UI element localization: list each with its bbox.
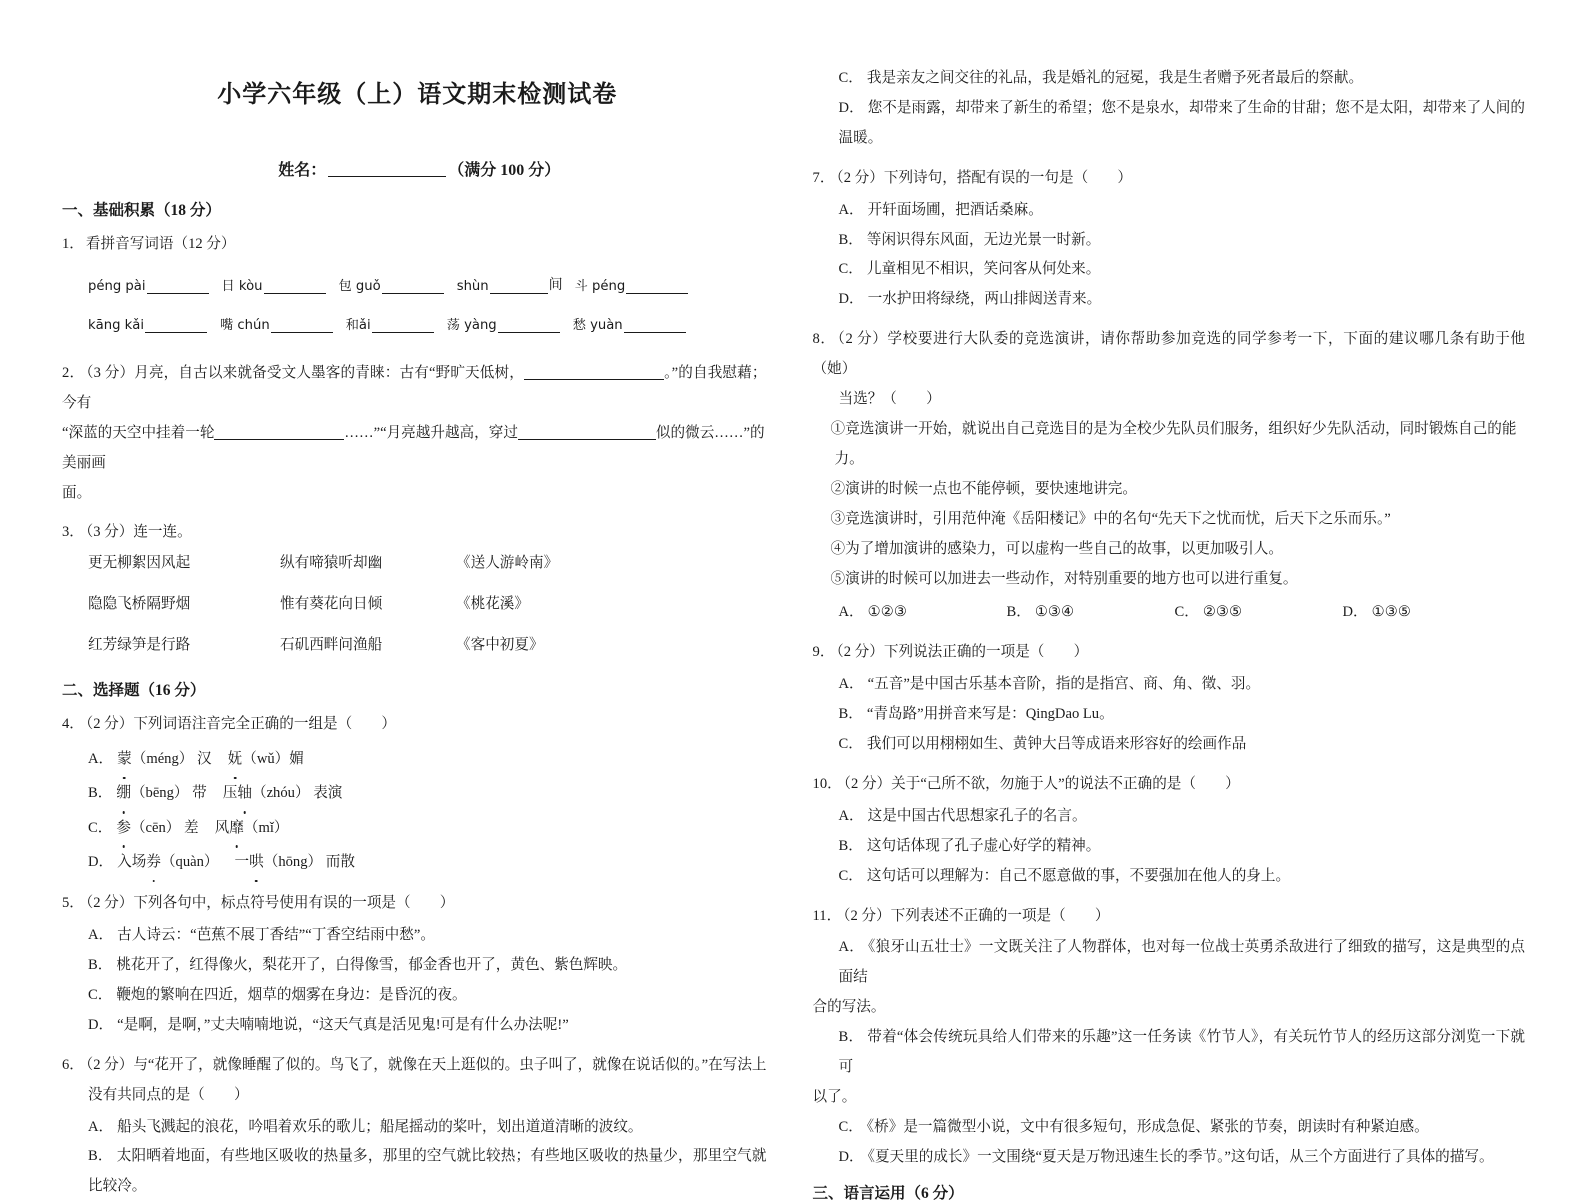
option-text: 这句话体现了孔子虚心好学的精神。 bbox=[866, 837, 1101, 854]
matching-right-item[interactable]: 《桃花溪》 bbox=[456, 595, 529, 612]
option-b[interactable] bbox=[813, 1023, 1525, 1083]
matching-right-item[interactable]: 《客中初夏》 bbox=[456, 636, 544, 653]
pinyin-annotation: （quàn） bbox=[160, 853, 219, 870]
group-suffix: 汉 bbox=[197, 751, 212, 768]
option-label: B． bbox=[838, 837, 863, 854]
option-c[interactable] bbox=[1175, 598, 1343, 628]
question-1-text: 看拼音写词语（12 分） bbox=[85, 236, 236, 252]
option-label: D． bbox=[88, 1016, 114, 1033]
question-6-stem bbox=[62, 1051, 767, 1081]
option-text: 太阳晒着地面，有些地区吸收的热量多，那里的空气就比较热；有些地区吸收的热量少，那里空气就比较冷。 bbox=[88, 1148, 767, 1195]
option-a[interactable] bbox=[813, 670, 1525, 700]
statement-item-4: ④为了增加演讲的感染力，可以虚构一些自己的故事，以更加吸引人。 bbox=[830, 540, 1283, 557]
question-7-number: 7． bbox=[812, 169, 835, 186]
option-group-1 bbox=[117, 751, 212, 767]
option-b[interactable] bbox=[62, 951, 767, 981]
question-7-options bbox=[813, 196, 1525, 316]
option-b[interactable] bbox=[813, 226, 1525, 256]
option-text: 鞭炮的繁响在四近，烟草的烟雾在身边：是昏沉的夜。 bbox=[116, 986, 467, 1003]
option-text: 这是中国古代思想家孔子的名言。 bbox=[867, 807, 1087, 824]
pinyin-row bbox=[62, 274, 767, 294]
name-label: 姓名： bbox=[278, 162, 327, 179]
question-11-text: （2 分）下列表述不正确的一项是（ ） bbox=[843, 907, 1110, 924]
option-c[interactable] bbox=[62, 811, 767, 845]
option-c[interactable] bbox=[813, 730, 1525, 760]
pinyin-blank[interactable] bbox=[372, 317, 434, 333]
option-text: ①③④ bbox=[1034, 604, 1075, 621]
option-label: A． bbox=[838, 201, 864, 218]
pinyin-item: kāng kǎi bbox=[88, 314, 208, 333]
option-label: C． bbox=[88, 986, 113, 1003]
question-3-text: （3 分）连一连。 bbox=[85, 524, 192, 541]
option-text: 儿童相见不相识，笑问客从何处来。 bbox=[866, 261, 1101, 278]
option-a[interactable] bbox=[62, 921, 767, 951]
option-c[interactable] bbox=[813, 255, 1525, 285]
option-b[interactable] bbox=[62, 776, 767, 810]
pinyin-blank[interactable] bbox=[145, 317, 207, 333]
pinyin-blank[interactable] bbox=[490, 278, 548, 294]
question-5-text: （2 分）下列各句中，标点符号使用有误的一项是（ ） bbox=[85, 895, 455, 912]
group-prefix: 一 bbox=[234, 853, 250, 870]
score-note: （满分 100 分） bbox=[448, 162, 561, 179]
question-2-score: （3 分） bbox=[86, 364, 135, 381]
question-9-options bbox=[813, 670, 1525, 760]
page-title: 小学六年级（上）语文期末检测试卷 bbox=[217, 82, 618, 108]
option-text: 《狼牙山五壮士》一文既关注了人物群体，也对每一位战士英勇杀敌进行了细致的描写，这是典型的点面结 bbox=[838, 939, 1525, 986]
option-text: ①③⑤ bbox=[1371, 604, 1411, 621]
option-a[interactable] bbox=[813, 196, 1525, 226]
option-d[interactable] bbox=[1343, 598, 1511, 628]
option-a[interactable] bbox=[62, 742, 767, 776]
question-2-text-part2: 。”的自我慰藉；今有 bbox=[62, 364, 767, 411]
emphasis-char: 蒙 bbox=[117, 742, 132, 776]
question-11-number: 11． bbox=[812, 907, 842, 924]
option-text: 《夏天里的成长》一文围绕“夏天是万物迅速生长的季节。”这句话，从三个方面进行了具体的描写。 bbox=[867, 1148, 1494, 1165]
question-11-options bbox=[813, 933, 1525, 1172]
question-10-text: （2 分）关于“己所不欲，勿施于人”的说法不正确的是（ ） bbox=[843, 775, 1240, 792]
option-label: C． bbox=[838, 736, 863, 753]
option-label: C． bbox=[838, 70, 863, 86]
group-prefix: 入场 bbox=[117, 853, 147, 870]
option-label: B． bbox=[88, 956, 113, 973]
statement-item-1: ①竞选演讲一开始，就说出自己竞选目的是为全校少先队员们服务，组织好少先队活动，同时锻炼自己的能力。 bbox=[830, 420, 1517, 467]
option-label: A． bbox=[838, 604, 864, 621]
option-text: “是啊，是啊，”丈夫喃喃地说，“这天气真是活见鬼!可是有什么办法呢!” bbox=[117, 1016, 569, 1033]
question-9-text: （2 分）下列说法正确的一项是（ ） bbox=[836, 644, 1089, 661]
question-8-items bbox=[813, 415, 1525, 594]
option-d[interactable] bbox=[813, 285, 1525, 315]
question-11-stem bbox=[813, 902, 1525, 932]
pinyin-annotation: （bēng） bbox=[130, 785, 189, 802]
option-b[interactable] bbox=[62, 1142, 767, 1202]
section-heading-three: 三、语言运用（6 分） bbox=[812, 1184, 964, 1202]
pinyin-item: 嘴 chún bbox=[220, 314, 334, 333]
question-1-stem bbox=[62, 230, 767, 260]
option-d[interactable] bbox=[62, 1011, 767, 1041]
group-prefix: 风 bbox=[214, 819, 230, 836]
option-text: 这句话可以理解为：自己不愿意做的事，不要强加在他人的身上。 bbox=[866, 867, 1291, 884]
option-b-line2: 以了。 bbox=[812, 1089, 857, 1105]
pinyin-item: 包 guǒ bbox=[339, 274, 445, 294]
option-label: A． bbox=[838, 939, 864, 956]
question-6-options-left bbox=[62, 1113, 767, 1203]
option-text: 《桥》是一篇微型小说，文中有很多短句，形成急促、紧张的节奏，朗读时有种紧迫感。 bbox=[866, 1118, 1429, 1135]
matching-left-item[interactable]: 隐隐飞桥隔野烟 bbox=[88, 595, 191, 612]
column-gap bbox=[781, 54, 807, 1118]
question-10-options bbox=[813, 802, 1525, 892]
pinyin-annotation: （zhóu） bbox=[251, 785, 310, 802]
option-group-1 bbox=[117, 854, 218, 870]
matching-left-item[interactable]: 更无柳絮因风起 bbox=[88, 555, 191, 572]
pinyin-annotation: （wǔ） bbox=[242, 751, 290, 768]
question-2 bbox=[62, 359, 767, 419]
matching-middle-item[interactable]: 石矶西畔问渔船 bbox=[280, 636, 383, 653]
emphasis-char: 靡 bbox=[229, 811, 244, 845]
option-label: D． bbox=[1342, 604, 1368, 621]
question-4-stem bbox=[62, 710, 767, 740]
option-text: 等闲识得东风面，无边光景一时新。 bbox=[866, 231, 1101, 248]
emphasis-char: 券 bbox=[146, 845, 161, 879]
option-text: ①②③ bbox=[867, 604, 907, 621]
option-label: C． bbox=[838, 261, 863, 278]
option-b[interactable] bbox=[813, 700, 1525, 730]
option-label: C． bbox=[838, 1118, 863, 1135]
section-heading-two: 二、选择题（16 分） bbox=[62, 682, 206, 700]
question-6-text-line2: 没有共同点的是（ ） bbox=[88, 1086, 249, 1103]
option-a[interactable] bbox=[839, 598, 1007, 628]
option-b[interactable] bbox=[1007, 598, 1175, 628]
emphasis-char: 参 bbox=[116, 811, 131, 845]
option-a[interactable] bbox=[62, 1113, 767, 1143]
question-4-options bbox=[62, 742, 767, 879]
group-suffix: 表演 bbox=[313, 785, 343, 802]
name-input-blank[interactable] bbox=[328, 160, 446, 177]
option-label: B． bbox=[838, 231, 863, 248]
option-a-line2: 合的写法。 bbox=[812, 999, 886, 1016]
option-label: B． bbox=[838, 706, 863, 723]
option-text: 船头飞溅起的浪花，吟唱着欢乐的歌儿；船尾摇动的桨叶，划出道道清晰的波纹。 bbox=[117, 1118, 643, 1135]
option-group-2 bbox=[215, 820, 289, 836]
option-label: A． bbox=[88, 1118, 114, 1135]
option-label: B． bbox=[1006, 604, 1031, 621]
option-label: D． bbox=[88, 853, 114, 870]
pinyin-item: 愁 yuàn bbox=[573, 314, 687, 333]
matching-row bbox=[88, 556, 767, 571]
question-8-number: 8． bbox=[812, 331, 836, 348]
pinyin-item: 荡 yàng bbox=[447, 314, 561, 333]
pinyin-blank[interactable] bbox=[264, 278, 326, 294]
question-8-text-line1: （2 分）学校要进行大队委的竞选演讲，请你帮助参加竞选的同学参考一下，下面的建议哪几条有助于他（她） bbox=[812, 331, 1525, 378]
question-3-number: 3． bbox=[62, 524, 84, 541]
matching-exercise bbox=[62, 556, 767, 652]
pinyin-row bbox=[62, 314, 767, 333]
pinyin-blank[interactable] bbox=[271, 317, 333, 333]
group-suffix: 带 bbox=[192, 785, 207, 802]
question-6-number: 6． bbox=[62, 1056, 84, 1073]
statement-item-3: ③竞选演讲时，引用范仲淹《岳阳楼记》中的名句“先天下之忧而忧，后天下之乐而乐。” bbox=[830, 510, 1391, 527]
pinyin-annotation: （hōng） bbox=[263, 853, 323, 870]
question-9-stem bbox=[813, 638, 1525, 668]
statement-item-5: ⑤演讲的时候可以加进去一些动作，对特别重要的地方也可以进行重复。 bbox=[830, 570, 1298, 587]
option-label: B． bbox=[88, 1148, 113, 1165]
question-6-options-right bbox=[813, 64, 1525, 154]
question-7-text: （2 分）下列诗句，搭配有误的一句是（ ） bbox=[836, 169, 1132, 186]
option-text: “青岛路”用拼音来写是：QingDao Lu。 bbox=[866, 706, 1114, 723]
option-label: C． bbox=[88, 819, 113, 836]
option-group-2 bbox=[223, 785, 343, 801]
option-group-1 bbox=[116, 820, 198, 836]
question-2-text-part1: 月亮，自古以来就备受文人墨客的青睐：古有“野旷天低树， bbox=[134, 364, 525, 381]
pinyin-exercise bbox=[62, 274, 767, 333]
option-label: D． bbox=[838, 99, 864, 116]
question-2-text-part4: ……”“月亮越升越高，穿过 bbox=[344, 424, 518, 441]
option-group-2 bbox=[228, 751, 304, 767]
option-label: D． bbox=[838, 291, 864, 308]
option-c[interactable] bbox=[813, 862, 1525, 892]
question-7-stem bbox=[813, 164, 1525, 194]
option-label: B． bbox=[838, 1029, 864, 1046]
option-d[interactable] bbox=[62, 845, 767, 879]
statement-item-2: ②演讲的时候一点也不能停顿，要快速地讲完。 bbox=[830, 480, 1137, 497]
matching-right-item[interactable]: 《送人游岭南》 bbox=[456, 555, 559, 572]
option-text: 开轩面场圃，把酒话桑麻。 bbox=[867, 201, 1043, 218]
question-2-text-part3: “深蓝的天空中挂着一轮 bbox=[62, 424, 215, 441]
pinyin-blank[interactable] bbox=[626, 278, 688, 294]
option-label: A． bbox=[88, 751, 114, 768]
matching-row bbox=[88, 638, 767, 653]
option-group-1 bbox=[116, 785, 206, 801]
group-suffix: 差 bbox=[184, 819, 199, 836]
fill-blank[interactable] bbox=[524, 363, 664, 380]
emphasis-char: 轴 bbox=[237, 776, 252, 810]
pinyin-annotation: （cēn） bbox=[130, 819, 181, 836]
emphasis-char: 哄 bbox=[249, 845, 264, 879]
option-d[interactable] bbox=[813, 1143, 1525, 1173]
option-text: 带着“体会传统玩具给人们带来的乐趣”这一任务读《竹节人》，有关玩竹节人的经历这部分浏览一下就可 bbox=[838, 1029, 1525, 1076]
option-label: C． bbox=[1174, 604, 1199, 621]
pinyin-item: péng pài bbox=[88, 274, 210, 294]
emphasis-char: 绷 bbox=[116, 776, 131, 810]
section-heading-one: 一、基础积累（18 分） bbox=[62, 202, 221, 219]
emphasis-char: 妩 bbox=[228, 742, 243, 776]
question-5-stem bbox=[62, 889, 767, 919]
question-5-number: 5． bbox=[62, 895, 84, 912]
right-column bbox=[807, 54, 1525, 1202]
pinyin-annotation: （mǐ） bbox=[243, 819, 289, 836]
pinyin-item: 斗 péng bbox=[575, 274, 690, 294]
question-10-number: 10． bbox=[812, 775, 842, 792]
group-suffix: 媚 bbox=[289, 751, 304, 768]
left-column bbox=[62, 54, 781, 1195]
option-c[interactable] bbox=[813, 1113, 1525, 1143]
question-10-stem bbox=[813, 770, 1525, 800]
name-field-row bbox=[62, 157, 767, 180]
option-a[interactable] bbox=[813, 802, 1525, 832]
option-c[interactable] bbox=[813, 64, 1525, 94]
question-6-text-line1: （2 分）与“花开了，就像睡醒了似的。鸟飞了，就像在天上逛似的。虫子叫了，就像在说话似的。”在写法上 bbox=[85, 1056, 767, 1073]
option-text: “五音”是中国古乐基本音阶，指的是指宫、商、角、徵、羽。 bbox=[867, 676, 1261, 693]
question-8-stem bbox=[813, 325, 1525, 385]
question-2-text-part5: 似的微云……”的美丽画 bbox=[62, 424, 765, 471]
fill-blank[interactable] bbox=[214, 423, 344, 440]
pinyin-blank[interactable] bbox=[382, 278, 444, 294]
option-group-2 bbox=[235, 854, 355, 870]
group-prefix: 压 bbox=[222, 785, 238, 802]
option-c[interactable] bbox=[62, 981, 767, 1011]
option-label: C． bbox=[838, 867, 863, 884]
pinyin-annotation: （méng） bbox=[131, 751, 194, 768]
fill-blank[interactable] bbox=[518, 423, 656, 440]
question-8-text-line2: 当选？（ ） bbox=[838, 391, 941, 408]
pinyin-item: 日 kòu bbox=[222, 274, 327, 294]
option-b[interactable] bbox=[813, 832, 1525, 862]
question-4-text: （2 分）下列词语注音完全正确的一组是（ ） bbox=[85, 716, 397, 733]
option-d[interactable] bbox=[813, 94, 1525, 154]
matching-left-item[interactable]: 红芳绿笋是行路 bbox=[88, 636, 191, 653]
option-text: 我们可以用栩栩如生、黄钟大吕等成语来形容好的绘画作品 bbox=[866, 736, 1247, 753]
option-label: A． bbox=[88, 927, 114, 944]
question-2-line3: 面。 bbox=[62, 484, 92, 501]
matching-middle-item[interactable]: 纵有啼猿听却幽 bbox=[280, 555, 383, 572]
pinyin-blank[interactable] bbox=[624, 317, 686, 333]
pinyin-item: 和ǎi bbox=[346, 314, 435, 333]
option-a[interactable] bbox=[813, 933, 1525, 993]
question-9-number: 9． bbox=[812, 644, 835, 661]
option-text: 我是亲友之间交往的礼品，我是婚礼的冠冕，我是生者赠予死者最后的祭献。 bbox=[866, 70, 1364, 86]
question-2-number: 2． bbox=[62, 364, 85, 381]
option-text: 桃花开了，红得像火，梨花开了，白得像雪，郁金香也开了，黄色、紫色辉映。 bbox=[116, 956, 628, 973]
option-text: ②③⑤ bbox=[1202, 604, 1243, 621]
group-suffix: 而散 bbox=[325, 853, 355, 870]
option-label: B． bbox=[88, 785, 113, 802]
matching-middle-item[interactable]: 惟有葵花向日倾 bbox=[280, 595, 383, 612]
question-4-number: 4． bbox=[62, 716, 84, 733]
pinyin-blank[interactable] bbox=[498, 317, 560, 333]
option-label: D． bbox=[838, 1148, 864, 1165]
option-label: A． bbox=[838, 676, 864, 693]
pinyin-blank[interactable] bbox=[147, 278, 209, 294]
matching-row bbox=[88, 597, 767, 612]
question-8-answer-choices bbox=[813, 598, 1525, 628]
question-2-line2 bbox=[62, 419, 767, 479]
question-5-options bbox=[62, 921, 767, 1041]
pinyin-item: shùn 间 bbox=[456, 277, 563, 294]
option-label: A． bbox=[838, 807, 864, 824]
question-1-number: 1． bbox=[62, 236, 84, 252]
option-text: 您不是雨露，却带来了新生的希望；您不是泉水，却带来了生命的甘甜；您不是太阳，却带来了人间的温暖。 bbox=[838, 99, 1525, 146]
question-3-stem bbox=[62, 518, 767, 548]
option-text: 古人诗云：“芭蕉不展丁香结”“丁香空结雨中愁”。 bbox=[117, 927, 435, 944]
option-text: 一水护田将绿绕，两山排闼送青来。 bbox=[867, 291, 1102, 308]
